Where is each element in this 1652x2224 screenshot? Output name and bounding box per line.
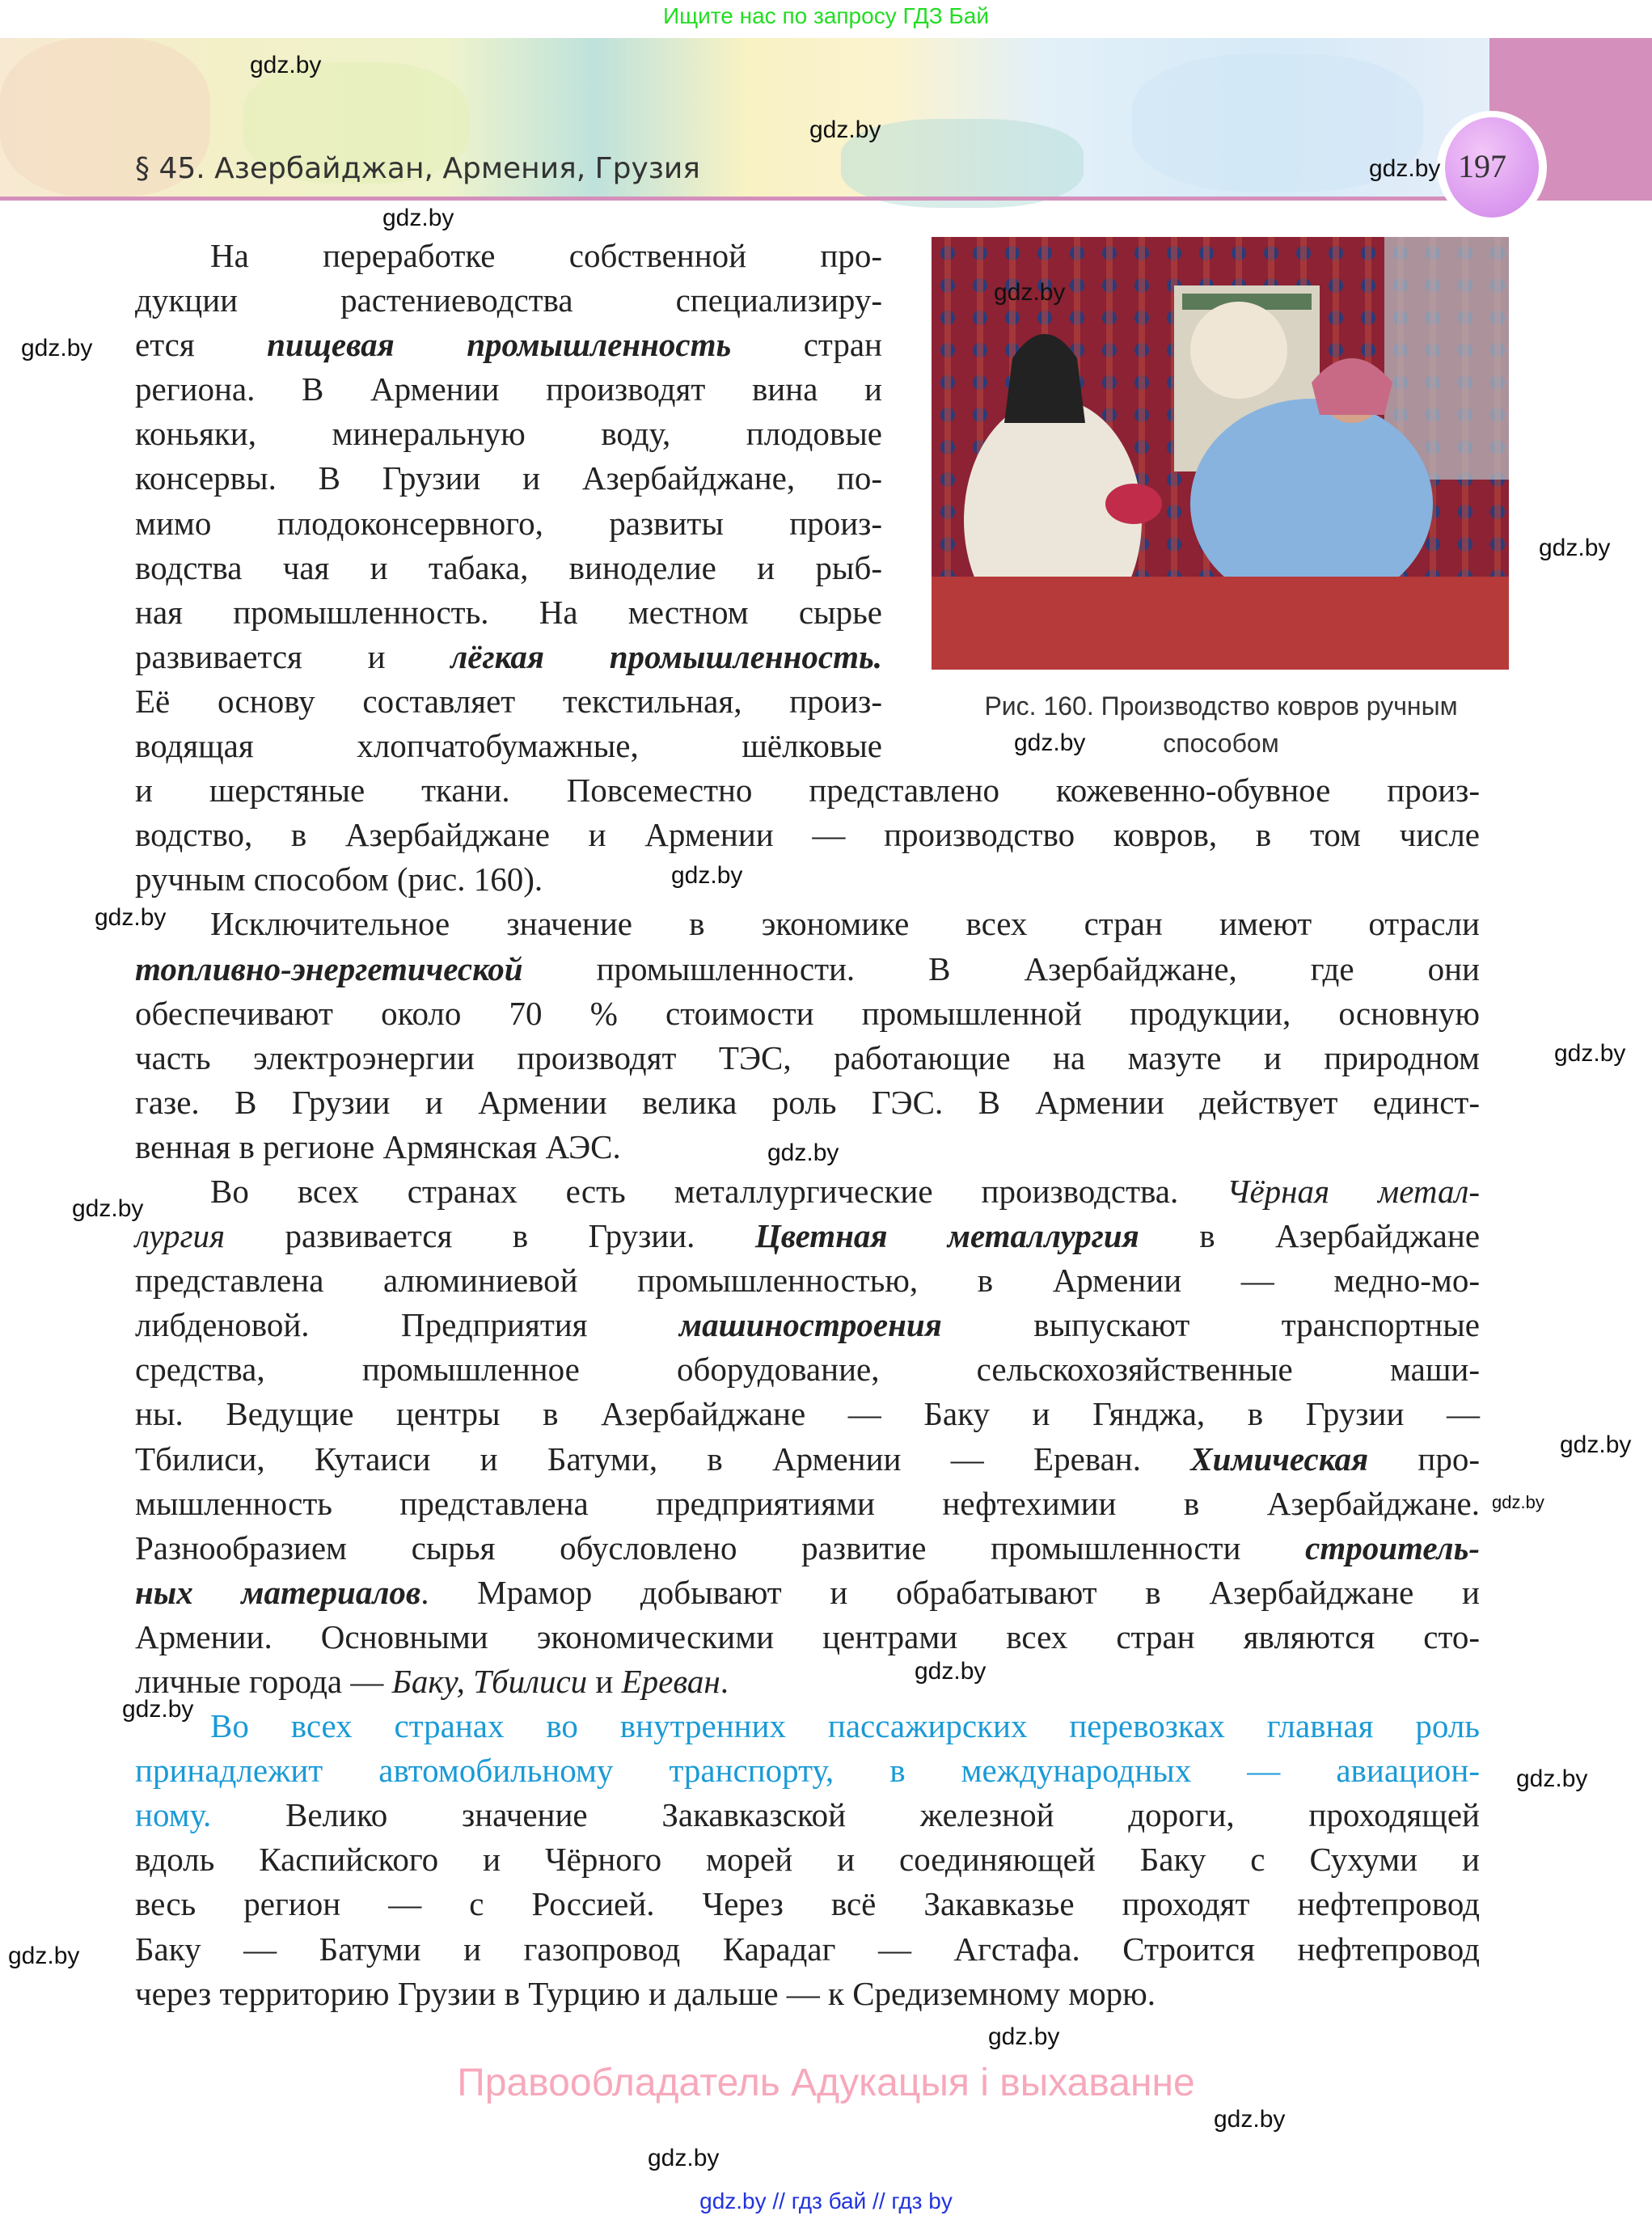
text-line	[135, 1837, 1480, 1882]
text-segment: ручным способом (рис. 160).	[135, 860, 543, 898]
watermark: gdz.by	[382, 205, 454, 231]
text-line	[135, 590, 882, 635]
watermark: gdz.by	[95, 904, 167, 931]
text-segment: Разнообразием сырья обусловлено развитие промышленности	[135, 1528, 1306, 1567]
text-segment: ется	[135, 326, 268, 364]
text-line	[135, 1526, 1480, 1571]
section-title: § 45. Азербайджан, Армения, Грузия	[135, 152, 700, 185]
key-term: Цветная металлургия	[754, 1217, 1139, 1255]
watermark: gdz.by	[994, 279, 1066, 306]
key-term: строитель-	[1305, 1528, 1480, 1567]
italic-text: Ереван	[621, 1663, 720, 1700]
text-line	[135, 768, 1480, 813]
key-term: машиностроения	[679, 1306, 942, 1344]
text-line	[135, 1169, 1480, 1214]
text-segment: либденовой. Предприятия	[135, 1306, 679, 1344]
text-segment: ная промышленность. На местном сырье	[135, 593, 882, 631]
caption-line: способом	[1163, 729, 1279, 758]
text-line	[135, 635, 882, 679]
text-segment: весь регион — с Россией. Через всё Закавказье проходят нефтепровод	[135, 1885, 1480, 1923]
key-term: пищевая промышленность	[267, 326, 732, 364]
text-segment: Исключительное значение в экономике всех стран имеют отрасли	[210, 905, 1480, 943]
text-line	[135, 1882, 1480, 1926]
key-term: топливно-энергетической	[135, 949, 523, 987]
text-line	[135, 991, 1480, 1036]
watermark: gdz.by	[671, 862, 743, 889]
text-segment: развивается и	[135, 637, 451, 675]
text-line	[135, 1571, 1480, 1615]
text-segment: про-	[1368, 1440, 1480, 1478]
watermark: gdz.by	[72, 1195, 144, 1222]
text-line	[135, 902, 1480, 946]
text-segment: . Мрамор добывают и обрабатывают в Азербайджане и	[420, 1573, 1480, 1611]
key-term: Химическая	[1190, 1440, 1369, 1478]
italic-text: лургия	[135, 1217, 226, 1255]
header-divider	[0, 197, 1652, 201]
text-segment: Велико значение Закавказской железной дороги, проходящей	[211, 1796, 1480, 1834]
text-line	[135, 1972, 1480, 2016]
watermark: gdz.by	[250, 52, 322, 78]
text-line	[135, 1748, 1480, 1793]
text-segment: выпускают транспортные	[941, 1306, 1480, 1344]
text-segment: венная в регионе Армянская АЭС.	[135, 1127, 621, 1165]
text-segment: Баку — Батуми и газопровод Карадаг — Агстафа. Строится нефтепровод	[135, 1930, 1480, 1968]
watermark: gdz.by	[122, 1696, 194, 1723]
footer-links[interactable]: gdz.by // гдз бай // гдз by	[699, 2188, 953, 2213]
watermark: gdz.by	[1014, 729, 1086, 756]
text-line	[135, 1615, 1480, 1660]
text-line	[135, 1482, 1480, 1526]
watermark: gdz.by	[988, 2023, 1060, 2050]
text-segment: водящая хлопчатобумажные, шёлковые	[135, 727, 882, 765]
text-line	[135, 1036, 1480, 1080]
text-line	[135, 1303, 1480, 1347]
text-line	[135, 1080, 1480, 1125]
text-segment: часть электроэнергии производят ТЭС, работающие на мазуте и природном	[135, 1038, 1480, 1076]
text-segment: через территорию Грузии в Турцию и дальше — к Средиземному морю.	[135, 1974, 1156, 2012]
text-segment: ны. Ведущие центры в Азербайджане — Баку и Гянджа, в Грузии —	[135, 1395, 1480, 1433]
watermark: gdz.by	[1369, 155, 1441, 182]
text-line	[135, 1392, 1480, 1436]
watermark: gdz.by	[809, 116, 881, 143]
text-segment: водство, в Азербайджане и Армении — производство ковров, в том числе	[135, 816, 1480, 854]
text-segment: промышленности. В Азербайджане, где они	[522, 949, 1480, 987]
text-segment: развивается в Грузии.	[225, 1217, 755, 1255]
text-segment: Во всех странах есть металлургические производства.	[210, 1172, 1227, 1210]
text-line	[135, 546, 882, 590]
text-segment: водства чая и табака, виноделие и рыб-	[135, 548, 882, 586]
text-segment: в Азербайджане	[1139, 1217, 1481, 1255]
italic-text: Чёрная метал-	[1227, 1172, 1480, 1210]
watermark: gdz.by	[8, 1943, 80, 1969]
text-segment: и	[587, 1663, 622, 1700]
text-segment: мимо плодоконсервного, развиты произ-	[135, 504, 882, 542]
text-line	[135, 1927, 1480, 1972]
text-line	[135, 1258, 1480, 1303]
highlighted-text: Во всех странах во внутренних пассажирских перевозках главная роль	[210, 1707, 1480, 1745]
text-line	[135, 278, 882, 323]
text-segment: консервы. В Грузии и Азербайджане, по-	[135, 459, 882, 497]
text-line	[135, 724, 882, 768]
search-banner[interactable]: Ищите нас по запросу ГДЗ Бай	[662, 3, 990, 28]
text-line	[135, 857, 1480, 902]
text-line	[135, 323, 882, 367]
text-segment: дукции растениеводства специализиру-	[135, 281, 882, 319]
text-line	[135, 813, 1480, 857]
text-line	[135, 1704, 1480, 1748]
text-segment: региона. В Армении производят вина и	[135, 370, 882, 408]
text-line	[135, 1793, 1480, 1837]
text-segment: Тбилиси, Кутаиси и Батуми, в Армении — Ереван.	[135, 1440, 1191, 1478]
text-line	[135, 501, 882, 546]
watermark: gdz.by	[648, 2145, 720, 2171]
text-line	[135, 367, 882, 412]
text-line	[135, 1347, 1480, 1392]
text-segment: Армении. Основными экономическими центрами всех стран являются сто-	[135, 1617, 1480, 1655]
text-segment: средства, промышленное оборудование, сельскохозяйственные маши-	[135, 1351, 1480, 1389]
text-line	[135, 412, 882, 456]
text-line	[135, 234, 882, 278]
highlighted-text: принадлежит автомобильному транспорту, в международных — авиацион-	[135, 1752, 1480, 1790]
text-segment: газе. В Грузии и Армении велика роль ГЭС. В Армении действует единст-	[135, 1083, 1480, 1121]
text-segment: .	[720, 1663, 729, 1700]
text-segment: и шерстяные ткани. Повсеместно представлено кожевенно-обувное произ-	[135, 772, 1480, 810]
watermark: gdz.by	[1539, 535, 1611, 561]
watermark: gdz.by	[1560, 1431, 1632, 1458]
watermark: gdz.by	[1554, 1040, 1626, 1067]
text-segment: мышленность представлена предприятиями нефтехимии в Азербайджане.	[135, 1484, 1480, 1522]
text-line	[135, 1214, 1480, 1258]
watermark: gdz.by	[1516, 1765, 1588, 1792]
text-segment: личные города —	[135, 1663, 392, 1700]
text-segment: представлена алюминиевой промышленностью, в Армении — медно-мо-	[135, 1262, 1480, 1300]
text-segment: стран	[731, 326, 882, 364]
text-segment: Её основу составляет текстильная, произ-	[135, 682, 882, 720]
page-number: 197	[1458, 148, 1506, 184]
text-line	[135, 679, 882, 724]
italic-text: Баку, Тбилиси	[391, 1663, 588, 1700]
watermark: gdz.by	[1492, 1492, 1544, 1512]
watermark: gdz.by	[21, 335, 93, 362]
text-segment: коньяки, минеральную воду, плодовые	[135, 415, 882, 453]
text-line	[135, 947, 1480, 991]
caption-line: Рис. 160. Производство ковров ручным	[984, 691, 1458, 721]
text-segment: На переработке собственной про-	[210, 237, 882, 274]
text-line	[135, 1660, 1480, 1704]
key-term: ных материалов	[135, 1573, 421, 1611]
copyright-owner: Правообладатель Адукацыя і выхаванне	[457, 2061, 1195, 2104]
text-segment: вдоль Каспийского и Чёрного морей и соединяющей Баку с Сухуми и	[135, 1841, 1480, 1879]
text-line	[135, 1437, 1480, 1482]
watermark: gdz.by	[767, 1139, 839, 1166]
watermark: gdz.by	[915, 1658, 987, 1685]
highlighted-text: ному.	[135, 1796, 212, 1834]
key-term: лёгкая промышленность.	[450, 637, 883, 675]
text-line	[135, 456, 882, 501]
text-segment: обеспечивают около 70 % стоимости промышленной продукции, основную	[135, 994, 1480, 1032]
watermark: gdz.by	[1214, 2106, 1286, 2133]
